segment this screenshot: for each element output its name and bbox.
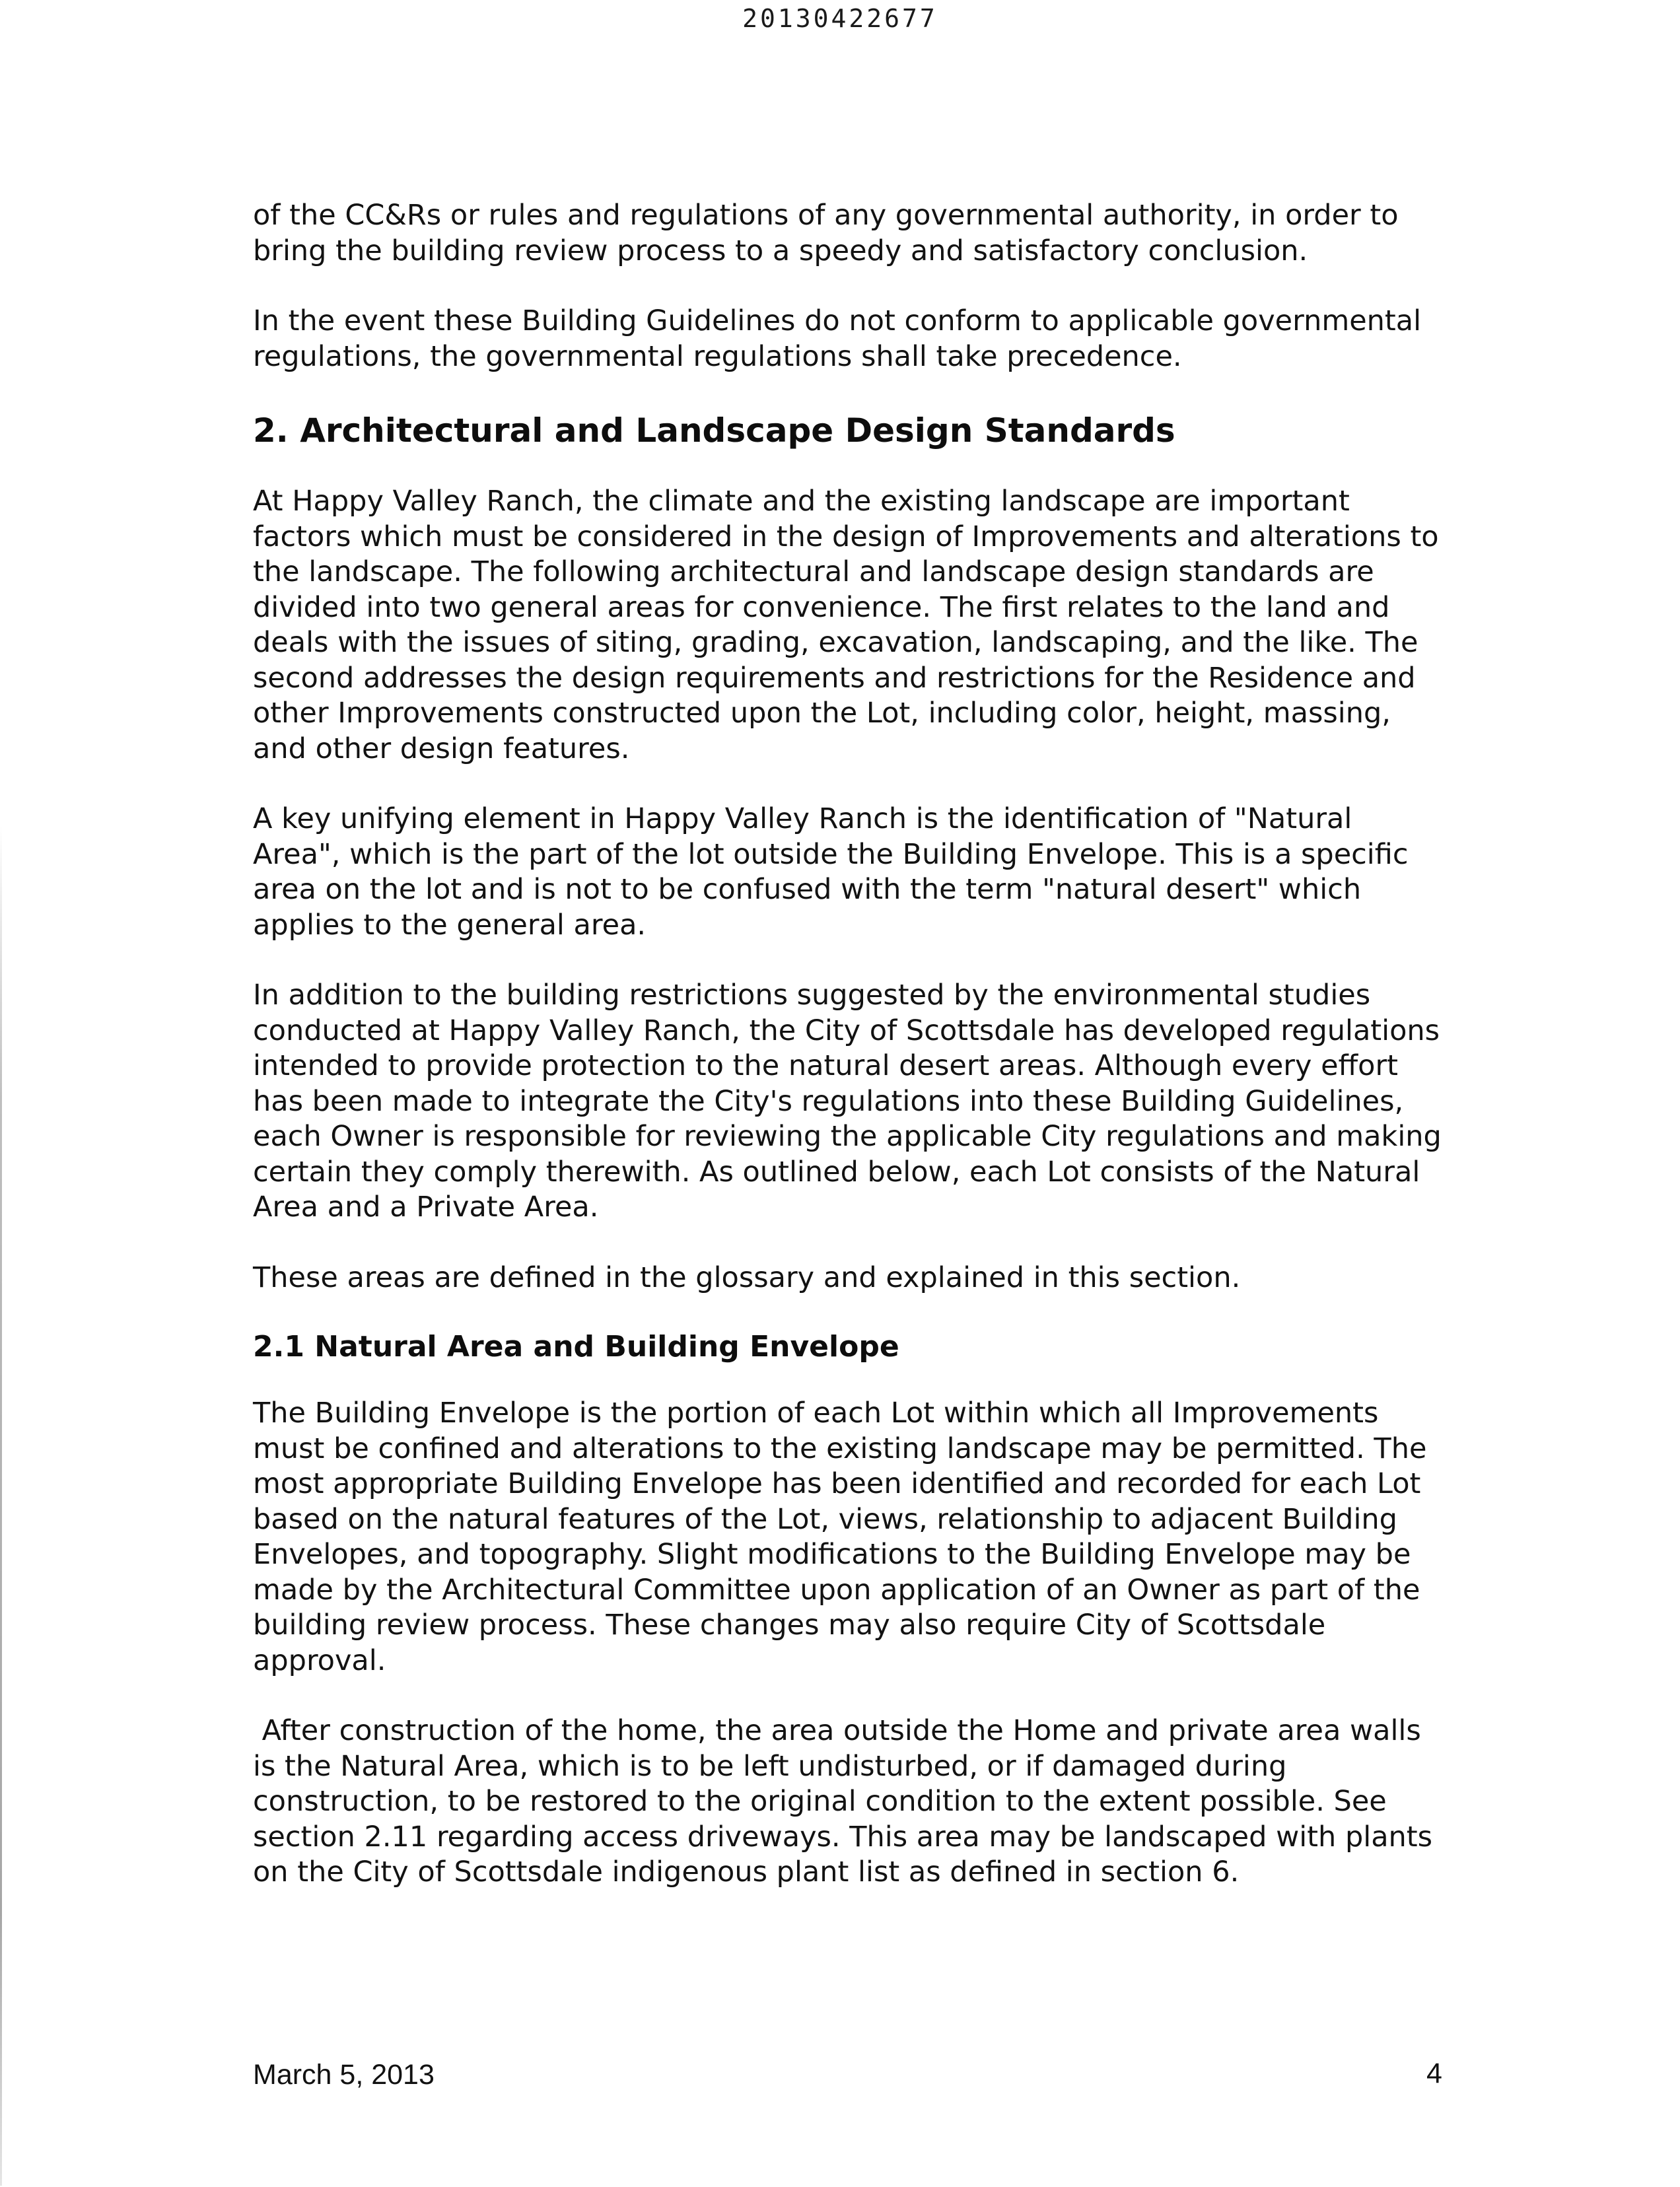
- scan-edge: [0, 825, 2, 2186]
- footer-date: March 5, 2013: [253, 2059, 435, 2091]
- paragraph-governmental-precedence: In the event these Building Guidelines do not conform to applicable governmental regulations, the governmental regulations shall take precedence.: [253, 304, 1422, 373]
- paragraph-city-regulations: In addition to the building restrictions suggested by the environmental studies conducted at Happy Valley Ranch, the City of Scottsdale has developed regulations intended to provide protection to the natural desert areas. Although every effort has been made to integrate the City's regulations into these Building Guidelines, each Owner is responsible for reviewing the applicable City regulations and making certain they comply therewith. As outlined below, each Lot consists of the Natural Area and a Private Area.: [253, 979, 1442, 1224]
- page-content: [253, 198, 1448, 1891]
- document-number: 20130422677: [742, 4, 938, 33]
- page-number: 4: [1426, 2058, 1442, 2089]
- paragraph-building-envelope: The Building Envelope is the portion of each Lot within which all Improvements must be confined and alterations to the existing landscape may be permitted. The most appropriate Building Envelope has been identified and recorded for each Lot based on the natural features of the Lot, views, relationship to adjacent Building Envelopes, and topography. Slight modifications to the Building Envelope may be made by the Architectural Committee upon application of an Owner as part of the building review process. These changes may also require City of Scottsdale approval.: [253, 1397, 1427, 1677]
- paragraph-after-construction: After construction of the home, the area outside the Home and private area walls is the Natural Area, which is to be left undisturbed, or if damaged during construction, to be restored to the original condition to the extent possible. See section 2.11 regarding access driveways. This area may be landscaped with plants on the City of Scottsdale indigenous plant list as defined in section 6.: [253, 1714, 1442, 1889]
- paragraph-climate-landscape: At Happy Valley Ranch, the climate and the existing landscape are important factors which must be considered in the design of Improvements and alterations to the landscape. The following architectural and landscape design standards are divided into two general areas for convenience. The first relates to the land and deals with the issues of siting, grading, excavation, landscaping, and the like. The second addresses the design requirements and restrictions for the Residence and other Improvements constructed upon the Lot, including color, height, massing, and other design features.: [253, 485, 1439, 765]
- paragraph-cc-rs: of the CC&Rs or rules and regulations of any governmental authority, in order to bring the building review process to a speedy and satisfactory conclusion.: [253, 199, 1399, 267]
- section-heading: 2. Architectural and Landscape Design Standards: [253, 411, 1175, 450]
- paragraph-natural-area: A key unifying element in Happy Valley Ranch is the identification of "Natural Area", which is the part of the lot outside the Building Envelope. This is a specific area on the lot and is not to be confused with the term "natural desert" which applies to the general area.: [253, 802, 1409, 942]
- paragraph-areas-defined: These areas are defined in the glossary and explained in this section.: [253, 1261, 1241, 1294]
- subsection-heading: 2.1 Natural Area and Building Envelope: [253, 1330, 899, 1364]
